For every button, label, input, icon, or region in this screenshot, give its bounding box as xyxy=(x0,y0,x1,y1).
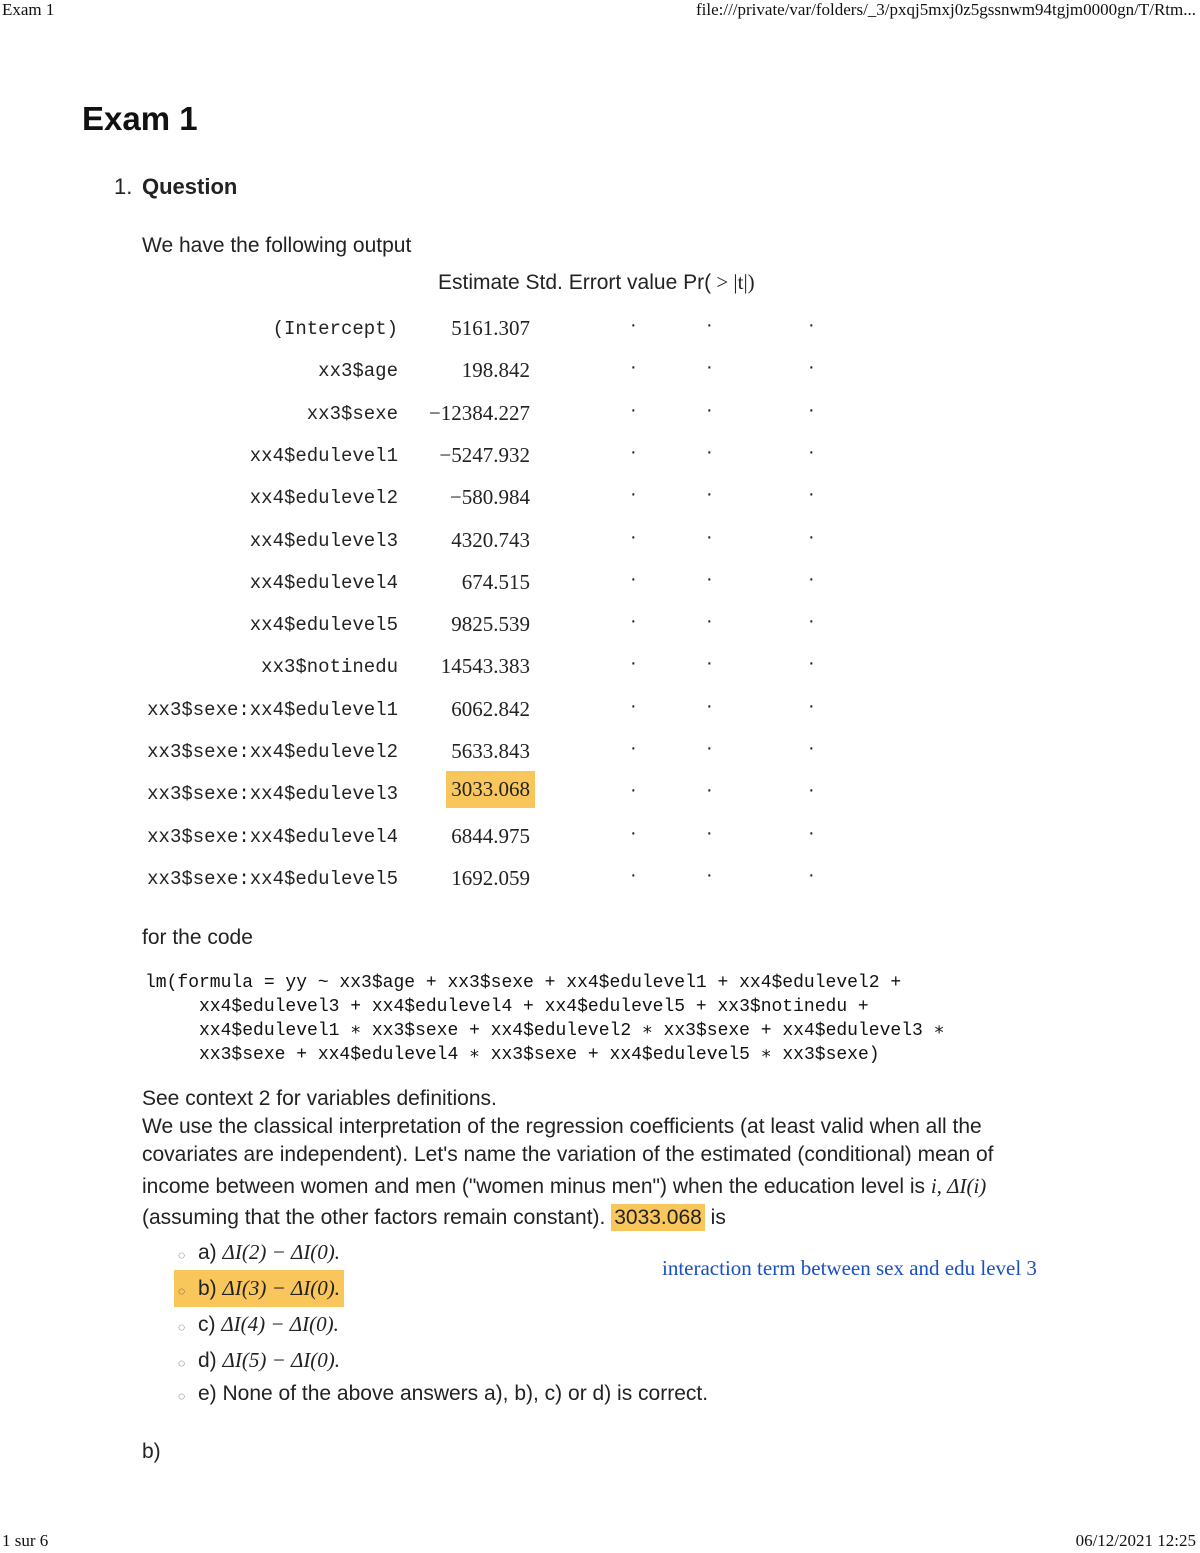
intro-text: We have the following output xyxy=(142,234,412,257)
table-header xyxy=(438,270,755,295)
option-c[interactable] xyxy=(178,1312,339,1337)
question-label: Question xyxy=(142,174,238,199)
question-number: 1. xyxy=(114,174,133,199)
table-row xyxy=(0,352,1200,392)
coef-name: xx3$sexe xyxy=(306,402,398,425)
option-math: ΔI(4) − ΔI(0). xyxy=(221,1312,339,1336)
empty-cell-dot: · xyxy=(630,779,637,802)
empty-cell-dot: · xyxy=(630,652,637,675)
radio-icon[interactable]: ◌ xyxy=(178,1320,186,1334)
coef-estimate: 3033.068 xyxy=(446,771,535,808)
coef-estimate: 674.515 xyxy=(461,569,530,594)
option-e[interactable] xyxy=(178,1382,708,1406)
print-date: 06/12/2021 12:25 xyxy=(1075,1531,1196,1550)
empty-cell-dot: · xyxy=(808,356,815,379)
table-row xyxy=(0,395,1200,435)
highlighted-value: 3033.068 xyxy=(611,1204,705,1231)
empty-cell-dot: · xyxy=(706,398,713,421)
empty-cell-dot: · xyxy=(706,821,713,844)
empty-cell-dot: · xyxy=(808,610,815,633)
handwritten-annotation: interaction term between sex and edu level 3 xyxy=(662,1256,1037,1280)
coef-name: xx4$edulevel4 xyxy=(249,571,398,594)
empty-cell-dot: · xyxy=(630,737,637,759)
option-b[interactable] xyxy=(174,1270,344,1307)
table-header-text: Estimate Std. Errort value Pr( xyxy=(438,271,712,294)
empty-cell-dot: · xyxy=(706,694,713,717)
empty-cell-dot: · xyxy=(706,863,713,886)
radio-icon[interactable]: ◌ xyxy=(178,1284,186,1298)
empty-cell-dot: · xyxy=(808,567,815,590)
option-math: ΔI(2) − ΔI(0). xyxy=(222,1240,341,1264)
empty-cell-dot: · xyxy=(808,483,815,506)
body-line-5-pre: (assuming that the other factors remain constant). xyxy=(142,1206,612,1229)
empty-cell-dot: · xyxy=(630,483,637,506)
answer-text: b) xyxy=(142,1440,161,1463)
page-title: Exam 1 xyxy=(82,100,198,137)
for-the-code-text: for the code xyxy=(142,926,253,949)
coef-name: xx3$sexe:xx4$edulevel1 xyxy=(147,698,398,721)
empty-cell-dot: · xyxy=(808,821,815,844)
radio-icon[interactable]: ◌ xyxy=(178,1389,186,1403)
empty-cell-dot: · xyxy=(808,440,815,463)
option-d[interactable] xyxy=(178,1348,340,1373)
body-line-5-post: is xyxy=(704,1206,726,1229)
empty-cell-dot: · xyxy=(706,314,713,336)
option-label: c) xyxy=(198,1313,222,1336)
empty-cell-dot: · xyxy=(706,652,713,675)
print-footer xyxy=(0,1531,1200,1553)
radio-icon[interactable]: ◌ xyxy=(178,1248,186,1262)
option-a[interactable] xyxy=(178,1240,340,1265)
coef-name: xx4$edulevel3 xyxy=(249,529,398,552)
coef-name: xx4$edulevel2 xyxy=(249,487,398,510)
coef-name: xx3$age xyxy=(318,360,398,383)
empty-cell-dot: · xyxy=(808,779,815,802)
table-row xyxy=(0,522,1200,562)
empty-cell-dot: · xyxy=(706,356,713,379)
empty-cell-dot: · xyxy=(630,314,637,336)
coef-estimate: 5633.843 xyxy=(451,739,530,763)
coef-name: xx3$sexe:xx4$edulevel2 xyxy=(147,741,398,763)
table-row xyxy=(0,691,1200,731)
empty-cell-dot: · xyxy=(808,652,815,675)
option-math: ΔI(3) − ΔI(0). xyxy=(222,1276,341,1300)
table-row xyxy=(0,564,1200,604)
table-row xyxy=(0,606,1200,646)
empty-cell-dot: · xyxy=(630,821,637,844)
option-label: a) xyxy=(198,1241,223,1264)
empty-cell-dot: · xyxy=(808,314,815,336)
coef-estimate: 5161.307 xyxy=(451,316,530,340)
print-header-title: Exam 1 xyxy=(2,0,55,19)
coef-estimate: −5247.932 xyxy=(439,442,530,467)
empty-cell-dot: · xyxy=(630,440,637,463)
coef-estimate: 198.842 xyxy=(461,358,530,383)
empty-cell-dot: · xyxy=(630,610,637,633)
option-label: b) xyxy=(198,1277,223,1300)
table-row xyxy=(0,479,1200,519)
coef-name: xx3$sexe:xx4$edulevel4 xyxy=(147,825,398,848)
coef-estimate: 6844.975 xyxy=(451,823,530,848)
empty-cell-dot: · xyxy=(630,863,637,886)
table-row xyxy=(0,648,1200,688)
empty-cell-dot: · xyxy=(630,567,637,590)
option-label: d) xyxy=(198,1349,223,1372)
option-math: ΔI(5) − ΔI(0). xyxy=(222,1348,341,1372)
body-line-1: See context 2 for variables definitions. xyxy=(142,1087,497,1110)
table-row xyxy=(0,310,1200,350)
table-row xyxy=(0,818,1200,858)
empty-cell-dot: · xyxy=(630,525,637,548)
print-header xyxy=(0,0,1200,22)
table-header-math: > |t|) xyxy=(711,270,755,294)
empty-cell-dot: · xyxy=(808,398,815,421)
body-line-4-math: i, ΔI(i) xyxy=(930,1174,987,1198)
coef-name: xx3$notinedu xyxy=(261,656,398,679)
empty-cell-dot: · xyxy=(706,567,713,590)
print-header-url: file:///private/var/folders/_3/pxqj5mxj0z5gssnwm94tgjm0000gn/T/Rtm... xyxy=(695,0,1196,19)
table-row xyxy=(0,860,1200,900)
empty-cell-dot: · xyxy=(630,694,637,717)
option-label: e) None of the above answers a), b), c) or d) is correct. xyxy=(198,1382,709,1405)
body-line-2: We use the classical interpretation of the regression coefficients (at least valid when all the xyxy=(142,1115,982,1138)
coef-estimate: 4320.743 xyxy=(451,527,530,552)
empty-cell-dot: · xyxy=(630,356,637,379)
empty-cell-dot: · xyxy=(630,398,637,421)
code-block: lm(formula = yy ~ xx3$age + xx3$sexe + xx4$edulevel1 + xx4$edulevel2 + xx4$edulevel3 + xx4$edulevel4 + xx4$edulevel5 + xx3$notinedu + xx4$edulevel1 ∗ xx3$sexe + xx4$edulevel2 ∗ xx3$sexe + xx4$edulevel3 ∗ xx3$sexe + xx4$edulevel4 ∗ xx3$sexe + xx4$edulevel5 ∗ xx3$sexe) xyxy=(145,973,945,1065)
body-line-4 xyxy=(142,1174,986,1199)
table-row xyxy=(0,733,1200,773)
coef-estimate: 14543.383 xyxy=(440,654,530,679)
empty-cell-dot: · xyxy=(706,440,713,463)
empty-cell-dot: · xyxy=(706,610,713,633)
empty-cell-dot: · xyxy=(808,863,815,886)
body-line-5 xyxy=(142,1206,726,1230)
coef-estimate: 1692.059 xyxy=(451,865,530,890)
empty-cell-dot: · xyxy=(808,694,815,717)
empty-cell-dot: · xyxy=(706,483,713,506)
coef-name: xx3$sexe:xx4$edulevel5 xyxy=(147,867,398,890)
coef-estimate: 9825.539 xyxy=(451,612,530,637)
coef-name: xx4$edulevel5 xyxy=(249,614,398,637)
table-row xyxy=(0,437,1200,477)
coef-name: xx3$sexe:xx4$edulevel3 xyxy=(147,783,398,806)
coef-estimate: 6062.842 xyxy=(451,696,530,721)
body-line-4-text: income between women and men ("women minus men") when the education level is xyxy=(142,1175,931,1198)
coef-estimate: −12384.227 xyxy=(428,400,530,425)
coef-estimate: −580.984 xyxy=(449,485,530,510)
empty-cell-dot: · xyxy=(706,779,713,802)
coef-name: xx4$edulevel1 xyxy=(249,444,398,467)
empty-cell-dot: · xyxy=(706,737,713,759)
empty-cell-dot: · xyxy=(808,525,815,548)
coef-name: (Intercept) xyxy=(272,318,398,340)
radio-icon[interactable]: ◌ xyxy=(178,1356,186,1370)
empty-cell-dot: · xyxy=(706,525,713,548)
table-row xyxy=(0,775,1200,815)
body-line-3: covariates are independent). Let's name the variation of the estimated (conditional) mean of xyxy=(142,1143,994,1166)
page-count: 1 sur 6 xyxy=(2,1531,49,1550)
empty-cell-dot: · xyxy=(808,737,815,759)
